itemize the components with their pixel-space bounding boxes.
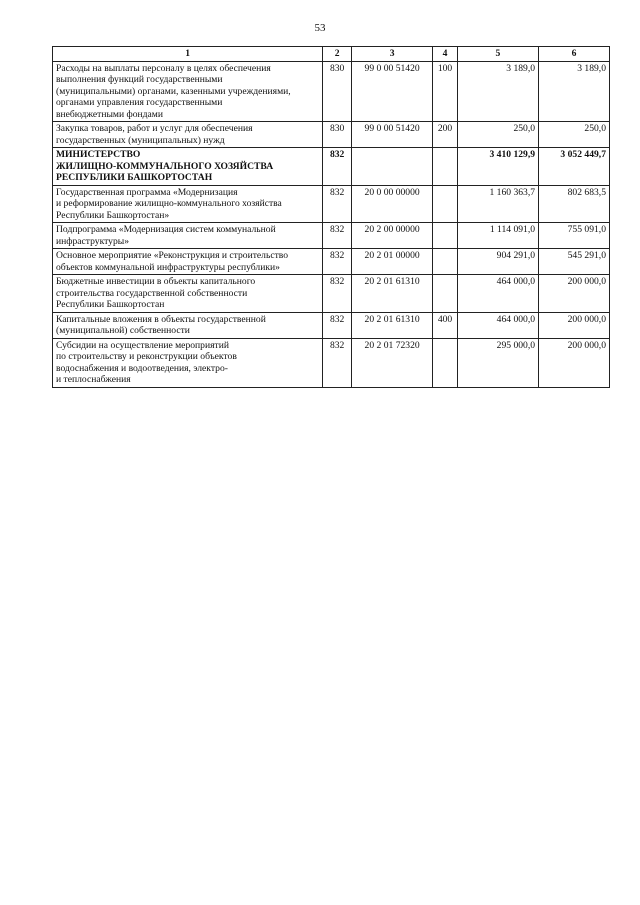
cell-sum-2: 200 000,0 [539, 312, 610, 338]
cell-sum-1: 3 410 129,9 [457, 148, 538, 186]
cell-sum-1: 464 000,0 [457, 275, 538, 313]
cell-sum-1: 464 000,0 [457, 312, 538, 338]
cell-vr: 100 [433, 61, 458, 122]
cell-sum-2: 3 189,0 [539, 61, 610, 122]
table-row [53, 338, 610, 387]
cell-csr: 20 2 00 00000 [352, 223, 433, 249]
table-header-row [53, 47, 610, 62]
cell-csr: 20 2 01 72320 [352, 338, 433, 387]
page-number: 53 [314, 22, 326, 34]
cell-ved: 830 [323, 122, 352, 148]
column-header-name: 1 [53, 47, 323, 62]
cell-vr [433, 185, 458, 223]
cell-vr [433, 223, 458, 249]
column-header-vr: 4 [433, 47, 458, 62]
table-body [53, 61, 610, 387]
table-row [53, 61, 610, 122]
cell-name: Государственная программа «Модернизация и реформирование жилищно-коммунального хозяйства Республики Башкортостан» [53, 185, 323, 223]
cell-vr: 200 [433, 122, 458, 148]
cell-csr [352, 148, 433, 186]
cell-csr: 20 2 01 00000 [352, 249, 433, 275]
cell-csr: 20 2 01 61310 [352, 312, 433, 338]
table-row [53, 223, 610, 249]
cell-name: Бюджетные инвестиции в объекты капитального строительства государственной собственности Республики Башкортостан [53, 275, 323, 313]
budget-table [52, 46, 610, 388]
cell-vr [433, 275, 458, 313]
cell-name: Подпрограмма «Модернизация систем коммунальной инфраструктуры» [53, 223, 323, 249]
cell-ved: 832 [323, 185, 352, 223]
cell-ved: 832 [323, 312, 352, 338]
column-header-csr: 3 [352, 47, 433, 62]
cell-sum-1: 1 160 363,7 [457, 185, 538, 223]
cell-sum-1: 3 189,0 [457, 61, 538, 122]
table-row [53, 185, 610, 223]
column-header-ved: 2 [323, 47, 352, 62]
cell-sum-1: 250,0 [457, 122, 538, 148]
cell-name: Основное мероприятие «Реконструкция и строительство объектов коммунальной инфраструктуры республики» [53, 249, 323, 275]
cell-vr: 400 [433, 312, 458, 338]
cell-sum-2: 802 683,5 [539, 185, 610, 223]
cell-csr: 99 0 00 51420 [352, 61, 433, 122]
cell-ved: 832 [323, 338, 352, 387]
cell-ved: 832 [323, 249, 352, 275]
cell-sum-1: 295 000,0 [457, 338, 538, 387]
cell-name: МИНИСТЕРСТВО ЖИЛИЩНО-КОММУНАЛЬНОГО ХОЗЯЙСТВА РЕСПУБЛИКИ БАШКОРТОСТАН [53, 148, 323, 186]
cell-vr [433, 249, 458, 275]
cell-name: Закупка товаров, работ и услуг для обеспечения государственных (муниципальных) нужд [53, 122, 323, 148]
table-row [53, 312, 610, 338]
cell-ved: 832 [323, 223, 352, 249]
cell-csr: 20 0 00 00000 [352, 185, 433, 223]
table-row [53, 148, 610, 186]
cell-vr [433, 148, 458, 186]
cell-ved: 830 [323, 61, 352, 122]
column-header-sum1: 5 [457, 47, 538, 62]
cell-name: Субсидии на осуществление мероприятий по строительству и реконструкции объектов водоснабжения и водоотведения, электро- и теплоснабжения [53, 338, 323, 387]
cell-csr: 20 2 01 61310 [352, 275, 433, 313]
table-row [53, 275, 610, 313]
cell-sum-2: 250,0 [539, 122, 610, 148]
cell-sum-2: 3 052 449,7 [539, 148, 610, 186]
cell-ved: 832 [323, 275, 352, 313]
cell-sum-2: 545 291,0 [539, 249, 610, 275]
cell-sum-2: 200 000,0 [539, 275, 610, 313]
cell-vr [433, 338, 458, 387]
column-header-sum2: 6 [539, 47, 610, 62]
cell-name: Капитальные вложения в объекты государственной (муниципальной) собственности [53, 312, 323, 338]
table-row [53, 249, 610, 275]
cell-ved: 832 [323, 148, 352, 186]
cell-sum-1: 1 114 091,0 [457, 223, 538, 249]
cell-sum-2: 200 000,0 [539, 338, 610, 387]
cell-csr: 99 0 00 51420 [352, 122, 433, 148]
table-row [53, 122, 610, 148]
cell-sum-2: 755 091,0 [539, 223, 610, 249]
cell-sum-1: 904 291,0 [457, 249, 538, 275]
cell-name: Расходы на выплаты персоналу в целях обеспечения выполнения функций государственными (муниципальными) органами, казенными учреждениями, органами управления государственными внебюджетными фондами [53, 61, 323, 122]
